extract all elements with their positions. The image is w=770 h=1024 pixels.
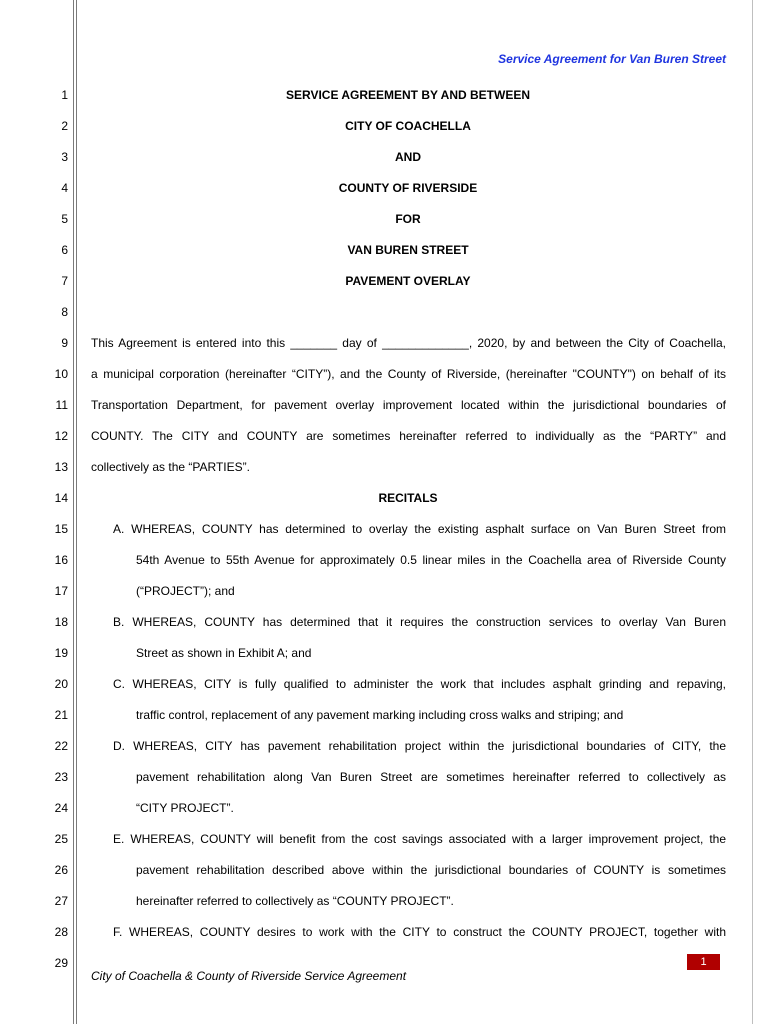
line-number: 2	[61, 119, 68, 133]
line-number: 26	[54, 863, 68, 877]
recital-a-line: 54th Avenue to 55th Avenue for approximately 0.5 linear miles in the Coachella area of Riverside County	[136, 553, 726, 567]
line-number: 22	[54, 739, 68, 753]
line-number: 13	[54, 460, 68, 474]
recital-e-line: pavement rehabilitation described above within the jurisdictional boundaries of COUNTY is sometimes	[136, 863, 726, 877]
recital-e-line: E. WHEREAS, COUNTY will benefit from the cost savings associated with a larger improvement project, the	[113, 832, 726, 846]
line-number: 9	[61, 336, 68, 350]
left-margin-rule	[73, 0, 74, 1024]
recitals-heading: RECITALS	[378, 491, 438, 505]
intro-line: a municipal corporation (hereinafter “CITY”), and the County of Riverside, (hereinafter "COUNTY") on behalf of its	[91, 367, 726, 381]
title-line: CITY OF COACHELLA	[345, 119, 471, 133]
intro-line: This Agreement is entered into this _______ day of _____________, 2020, by and between the City of Coachella,	[91, 336, 726, 350]
recital-d-line: pavement rehabilitation along Van Buren Street are sometimes hereinafter referred to collectively as	[136, 770, 726, 784]
title-line: VAN BUREN STREET	[347, 243, 469, 257]
title-line: PAVEMENT OVERLAY	[345, 274, 471, 288]
line-number: 6	[61, 243, 68, 257]
recital-c-line: C. WHEREAS, CITY is fully qualified to administer the work that includes asphalt grinding and repaving,	[113, 677, 726, 691]
line-number: 29	[54, 956, 68, 970]
line-number: 17	[54, 584, 68, 598]
line-number: 10	[54, 367, 68, 381]
line-number: 1	[61, 88, 68, 102]
line-number: 28	[54, 925, 68, 939]
left-margin-rule-inner	[76, 0, 77, 1024]
recital-d-line: D. WHEREAS, CITY has pavement rehabilitation project within the jurisdictional boundaries of CITY, the	[113, 739, 726, 753]
line-number: 27	[54, 894, 68, 908]
footer-text: City of Coachella & County of Riverside Service Agreement	[91, 969, 407, 983]
recital-f-line: F. WHEREAS, COUNTY desires to work with the CITY to construct the COUNTY PROJECT, together with	[113, 925, 726, 939]
line-number: 25	[54, 832, 68, 846]
recital-a-line: (“PROJECT”); and	[136, 584, 235, 598]
recital-a-line: A. WHEREAS, COUNTY has determined to overlay the existing asphalt surface on Van Buren Street from	[113, 522, 726, 536]
page-number-badge: 1	[687, 954, 720, 970]
line-number: 5	[61, 212, 68, 226]
line-number: 24	[54, 801, 68, 815]
title-line: SERVICE AGREEMENT BY AND BETWEEN	[285, 88, 531, 102]
line-number: 7	[61, 274, 68, 288]
line-number: 20	[54, 677, 68, 691]
line-number: 3	[61, 150, 68, 164]
recital-b-line: Street as shown in Exhibit A; and	[136, 646, 312, 660]
recital-d-line: “CITY PROJECT”.	[136, 801, 234, 815]
line-number: 4	[61, 181, 68, 195]
intro-line: Transportation Department, for pavement overlay improvement located within the jurisdictional boundaries of	[91, 398, 726, 412]
line-number: 12	[54, 429, 68, 443]
title-line: COUNTY OF RIVERSIDE	[338, 181, 478, 195]
title-line: AND	[395, 150, 421, 164]
line-number: 15	[54, 522, 68, 536]
line-number: 18	[54, 615, 68, 629]
line-number: 11	[55, 398, 68, 412]
running-header: Service Agreement for Van Buren Street	[498, 52, 726, 66]
right-margin-rule	[752, 0, 753, 1024]
line-number: 16	[54, 553, 68, 567]
recital-c-line: traffic control, replacement of any pavement marking including cross walks and striping; and	[136, 708, 624, 722]
line-number: 19	[54, 646, 68, 660]
recital-e-line: hereinafter referred to collectively as “COUNTY PROJECT”.	[136, 894, 454, 908]
line-number: 8	[61, 305, 68, 319]
recital-b-line: B. WHEREAS, COUNTY has determined that it requires the construction services to overlay Van Buren	[113, 615, 726, 629]
title-line: FOR	[395, 212, 421, 226]
intro-line: COUNTY. The CITY and COUNTY are sometimes hereinafter referred to individually as the “PARTY” and	[91, 429, 726, 443]
line-number: 23	[54, 770, 68, 784]
line-number: 21	[54, 708, 68, 722]
intro-line: collectively as the “PARTIES”.	[91, 460, 250, 474]
line-number: 14	[54, 491, 68, 505]
